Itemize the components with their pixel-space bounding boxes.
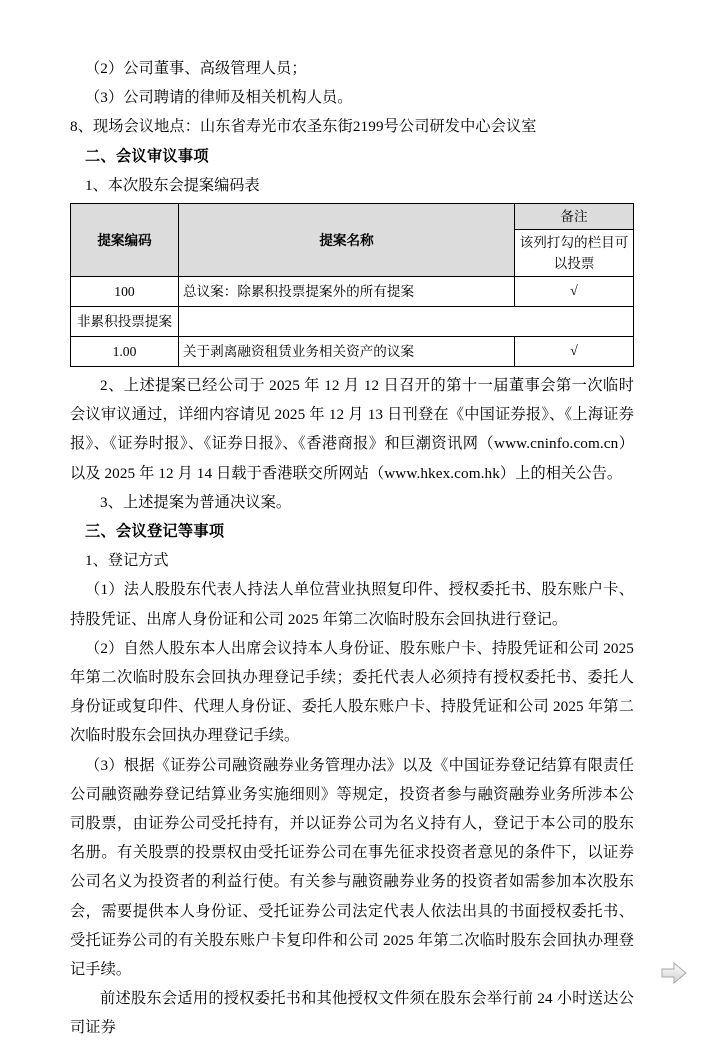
table-cell-code: 1.00 [71, 337, 179, 367]
document-body [70, 54, 634, 1043]
table-header-row-1 [71, 204, 634, 230]
paragraph-registration-individual: （2）自然人股东本人出席会议持本人身份证、股东账户卡、持股凭证和公司 2025 年第二次临时股东会回执办理登记手续；委托代表人必须持有授权委托书、委托人身份证或复印件、代理人身份证、委托人股东账户卡、持股凭证和公司 2025 年第二次临时股东会回执办理登记手续。 [70, 639, 634, 745]
table-cell-merged-blank [179, 307, 634, 337]
paragraph-item-2: （2）公司董事、高级管理人员； [85, 60, 307, 77]
table-cell-code: 100 [71, 277, 179, 307]
paragraph-item-2-board-approval: 2、上述提案已经公司于 2025 年 12 月 12 日召开的第十一届董事会第一次临时会议审议通过，详细内容请见 2025 年 12 月 13 日刊登在《中国证券报》、《上海证券报》、《证券时报》、《证券日报》、《香港商报》和巨潮资讯网（www.cninfo.com.cn）以及 2025 年 12 月 14 日载于香港联交所网站（www.hkex.com.hk）上的相关公告。 [70, 377, 634, 482]
table-header-note-subtext: 该列打勾的栏目可以投票 [515, 230, 634, 277]
section-heading-three: 三、会议登记等事项 [85, 523, 225, 541]
paragraph-meeting-location: 8、现场会议地点：山东省寿光市农圣东街2199号公司研发中心会议室 [70, 118, 537, 136]
paragraph-proxy-delivery: 前述股东会适用的授权委托书和其他授权文件须在股东会举行前 24 小时送达公司证券 [70, 990, 634, 1037]
proposal-code-table [70, 203, 634, 367]
section-heading-two: 二、会议审议事项 [85, 147, 209, 165]
table-row [71, 277, 634, 307]
table-row [71, 307, 634, 337]
table-row [71, 337, 634, 367]
table-header-name: 提案名称 [179, 204, 515, 277]
paragraph-registration-corporate: （1）法人股股东代表人持法人单位营业执照复印件、授权委托书、股东账户卡、持股凭证、出席人身份证和公司 2025 年第二次临时股东会回执进行登记。 [70, 581, 634, 628]
next-page-arrow-icon[interactable] [661, 962, 687, 984]
list-item-registration-method: 1、登记方式 [85, 552, 169, 570]
table-header-code: 提案编码 [71, 204, 179, 277]
table-cell-name: 总议案：除累积投票提案外的所有提案 [179, 277, 515, 307]
table-header-note: 备注 [515, 204, 634, 230]
table-cell-code: 非累积投票提案 [71, 307, 179, 337]
proposal-table-wrapper [70, 203, 634, 367]
table-cell-vote-check: √ [515, 337, 634, 367]
list-item-proposal-code-table: 1、本次股东会提案编码表 [85, 176, 260, 194]
paragraph-item-3: （3）公司聘请的律师及相关机构人员。 [85, 89, 353, 107]
paragraph-item-3-ordinary-resolution: 3、上述提案为普通决议案。 [100, 493, 292, 511]
table-cell-vote-check: √ [515, 277, 634, 307]
paragraph-registration-margin-trading: （3）根据《证券公司融资融券业务管理办法》以及《中国证券登记结算有限责任公司融资融券登记结算业务实施细则》等规定，投资者参与融资融券业务所涉本公司股票，由证券公司受托持有，并以证券公司为名义持有人，登记于本公司的股东名册。有关股票的投票权由受托证券公司在事先征求投资者意见的条件下，以证券公司名义为投资者的利益行使。有关参与融资融券业务的投资者如需参加本次股东会，需要提供本人身份证、受托证券公司法定代表人依法出具的书面授权委托书、受托证券公司的有关股东账户卡复印件和公司 2025 年第二次临时股东会回执办理登记手续。 [70, 756, 634, 979]
table-cell-name: 关于剥离融资租赁业务相关资产的议案 [179, 337, 515, 367]
